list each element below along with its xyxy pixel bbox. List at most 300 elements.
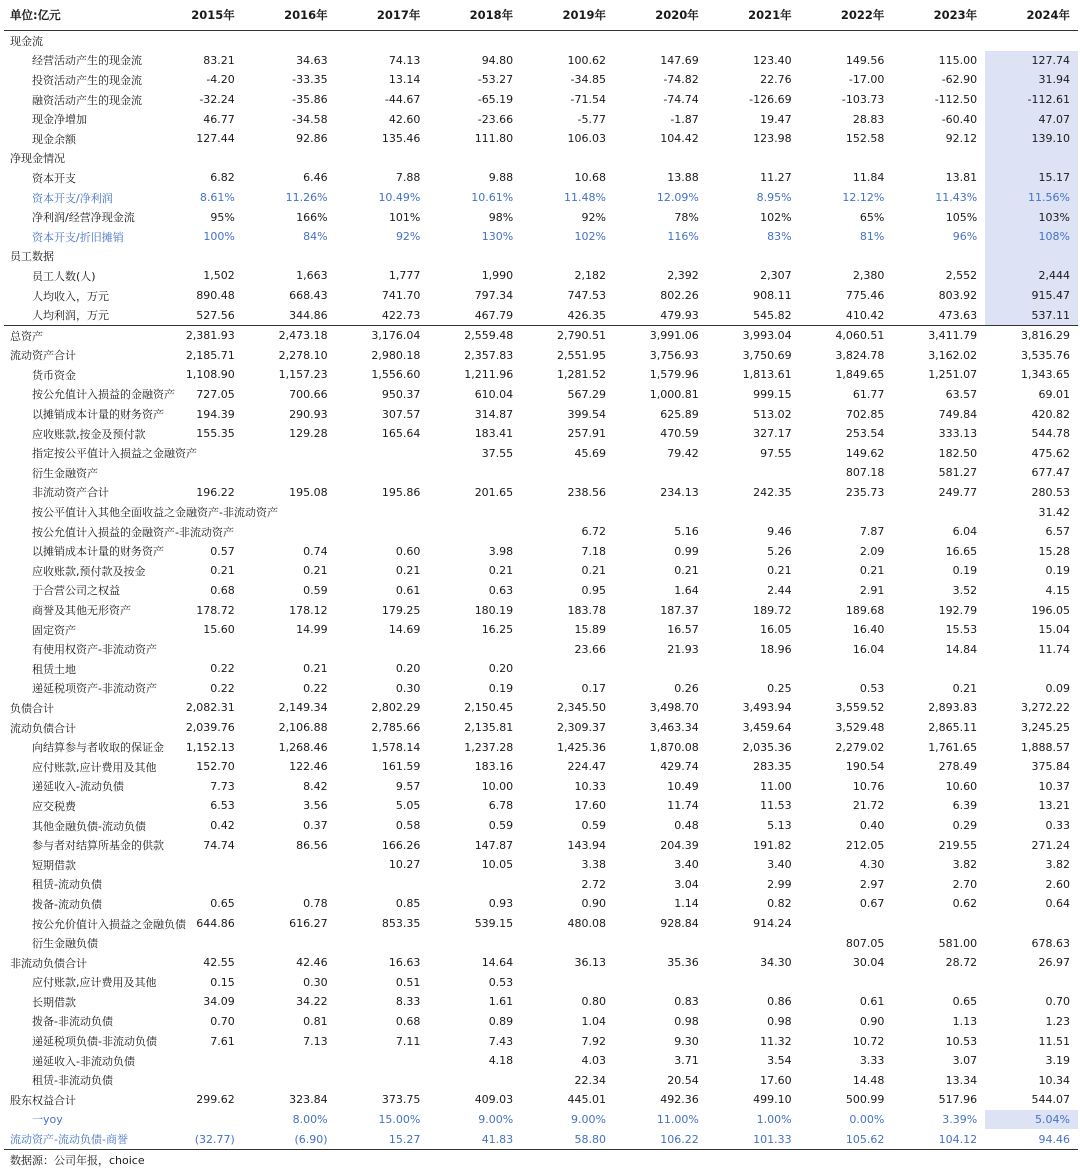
value-cell: 94.46 (985, 1129, 1078, 1149)
value-cell: 242.35 (753, 485, 792, 499)
table-row (4, 1012, 1078, 1032)
value-cell: -17.00 (848, 73, 885, 87)
value-cell: 16.57 (667, 623, 699, 637)
value-cell: 1.13 (952, 1014, 978, 1028)
value-cell: 1,813.61 (742, 368, 792, 382)
value-cell: 15.60 (203, 623, 235, 637)
value-cell: 1,425.36 (557, 740, 606, 754)
value-cell: 116% (667, 230, 699, 244)
value-cell: 0.17 (581, 681, 606, 695)
row-label: 递延收入-流动负债 (32, 780, 124, 794)
table-row (4, 1070, 1078, 1090)
value-cell: -32.24 (199, 93, 235, 107)
value-cell: 0.42 (210, 819, 235, 833)
value-cell: 3,991.06 (614, 325, 707, 345)
value-cell: 517.96 (938, 1093, 978, 1107)
value-cell: 467.79 (474, 308, 514, 322)
value-cell (707, 247, 800, 267)
value-cell: 0.20 (488, 662, 514, 676)
value-cell: 0.19 (1045, 564, 1070, 578)
value-cell: 0.22 (303, 681, 328, 695)
unit-label: 单位:亿元 (4, 0, 150, 31)
value-cell: 410.42 (845, 308, 885, 322)
value-cell (985, 149, 1078, 169)
value-cell: -53.27 (477, 73, 514, 87)
value-cell: 2,980.18 (371, 348, 421, 362)
value-cell: 2,345.50 (557, 701, 606, 715)
value-cell: 2.70 (952, 877, 978, 891)
value-cell: 37.55 (481, 446, 514, 460)
value-cell: 2,802.29 (371, 701, 421, 715)
value-cell: -23.66 (477, 112, 514, 126)
value-cell: 0.37 (303, 819, 328, 833)
row-label: 其他金融负债-流动负债 (32, 819, 146, 833)
value-cell: 195.86 (381, 485, 421, 499)
value-cell (336, 247, 429, 267)
value-cell: 8.95% (756, 191, 792, 205)
row-label: 应付账款,应计费用及其他 (32, 760, 157, 774)
row-label: 现金流 (10, 34, 43, 48)
value-cell: 7.43 (488, 1034, 514, 1048)
value-cell: -71.54 (570, 93, 606, 107)
value-cell: 2,279.02 (835, 740, 885, 754)
value-cell: 2,552 (945, 269, 978, 283)
value-cell: 0.25 (767, 681, 792, 695)
value-cell: 7.73 (210, 779, 235, 793)
table-row (4, 502, 1078, 522)
value-cell: 3.82 (1045, 858, 1070, 872)
value-cell: 3,493.94 (742, 701, 792, 715)
row-label-cell (4, 31, 150, 51)
row-label-cell (4, 149, 150, 169)
value-cell: 201.65 (474, 485, 514, 499)
value-cell: 105.62 (800, 1129, 893, 1149)
value-cell: 3,463.34 (649, 721, 699, 735)
value-cell: -34.85 (570, 73, 606, 87)
value-cell: 2,551.95 (557, 348, 606, 362)
table-row (4, 679, 1078, 699)
row-label-cell (4, 933, 150, 953)
value-cell: 224.47 (567, 760, 606, 774)
row-label-cell (4, 109, 150, 129)
row-label: 总资产 (10, 329, 43, 343)
value-cell: 4.18 (488, 1054, 514, 1068)
value-cell: 4.03 (581, 1054, 606, 1068)
row-label: 一yoy (32, 1113, 63, 1127)
row-label: 非流动负债合计 (10, 956, 87, 970)
value-cell: 3,559.52 (835, 701, 885, 715)
value-cell: 3.07 (952, 1054, 978, 1068)
value-cell (150, 31, 243, 51)
row-label: 向结算参与者收取的保证金 (32, 741, 164, 755)
value-cell (150, 149, 243, 169)
value-cell: 10.49 (667, 779, 699, 793)
value-cell (614, 933, 707, 953)
value-cell (336, 31, 429, 51)
value-cell: 5.26 (767, 544, 792, 558)
row-label-cell (4, 1129, 150, 1149)
value-cell: 2.60 (1045, 877, 1070, 891)
value-cell: 7.92 (581, 1034, 606, 1048)
value-cell: 26.97 (1038, 956, 1070, 970)
value-cell (892, 659, 985, 679)
value-cell: 1.00% (756, 1112, 792, 1126)
value-cell: 8.61% (199, 191, 235, 205)
row-label: 递延税项资产-非流动资产 (32, 682, 157, 696)
value-cell (428, 933, 521, 953)
value-cell (336, 933, 429, 953)
value-cell: 0.21 (674, 564, 699, 578)
value-cell: 3.04 (674, 877, 699, 891)
row-label-cell (4, 855, 150, 875)
value-cell: 3,498.70 (649, 701, 699, 715)
table-row (4, 305, 1078, 325)
value-cell: 149.62 (845, 446, 885, 460)
value-cell: 3,411.79 (892, 325, 985, 345)
value-cell: 445.01 (567, 1093, 606, 1107)
value-cell: 0.30 (395, 681, 421, 695)
value-cell: 12.09% (656, 191, 699, 205)
value-cell: 1,849.65 (835, 368, 885, 382)
value-cell: 42.55 (203, 956, 235, 970)
table-row (4, 1090, 1078, 1110)
row-label-cell (4, 620, 150, 640)
value-cell: 34.09 (203, 995, 235, 1009)
value-cell: 2,150.45 (464, 701, 514, 715)
value-cell: 610.04 (474, 387, 514, 401)
value-cell (985, 659, 1078, 679)
value-cell: 11.00% (656, 1112, 699, 1126)
value-cell: 915.47 (985, 286, 1078, 306)
value-cell: 45.69 (574, 446, 606, 460)
financial-summary-table (4, 0, 1078, 1150)
value-cell: 161.59 (381, 760, 421, 774)
table-row (4, 1031, 1078, 1051)
value-cell: 147.87 (474, 838, 514, 852)
value-cell: 0.00% (849, 1112, 885, 1126)
table-row (4, 51, 1078, 71)
table-row (4, 796, 1078, 816)
value-cell: 1,777 (388, 269, 421, 283)
value-cell: 3.39% (942, 1112, 978, 1126)
value-cell: 165.64 (381, 427, 421, 441)
value-cell: 7.87 (859, 525, 885, 539)
value-cell: 0.21 (859, 564, 885, 578)
row-label-cell (4, 70, 150, 90)
row-label: 负债合计 (10, 701, 54, 715)
table-row (4, 365, 1078, 385)
value-cell: 7.11 (395, 1034, 421, 1048)
value-cell: 480.08 (567, 917, 606, 931)
row-label-cell (4, 777, 150, 797)
value-cell: 545.82 (753, 308, 792, 322)
value-cell: 500.99 (845, 1093, 885, 1107)
value-cell: 84% (303, 230, 328, 244)
value-cell: 6.72 (581, 525, 606, 539)
value-cell: 10.60 (945, 779, 978, 793)
row-label: 租赁土地 (32, 662, 76, 676)
value-cell: 2.09 (859, 544, 885, 558)
value-cell: 11.74 (1038, 642, 1070, 656)
value-cell: 1,578.14 (371, 740, 421, 754)
value-cell (614, 247, 707, 267)
value-cell: 2.72 (581, 877, 606, 891)
value-cell: 290.93 (289, 407, 328, 421)
value-cell: 106.22 (614, 1129, 707, 1149)
value-cell: 0.59 (488, 819, 514, 833)
value-cell: 2.97 (859, 877, 885, 891)
row-label: 员工人数(人) (32, 269, 96, 283)
value-cell: 1,152.13 (185, 740, 235, 754)
value-cell: 41.83 (428, 1129, 521, 1149)
value-cell (243, 463, 336, 483)
table-row (4, 168, 1078, 188)
value-cell: 0.21 (488, 564, 514, 578)
value-cell: 2,106.88 (278, 721, 328, 735)
value-cell: 13.34 (945, 1073, 978, 1087)
value-cell: 42.60 (388, 112, 421, 126)
header-row (4, 0, 1078, 31)
value-cell: 581.27 (938, 466, 978, 480)
value-cell: 1,870.08 (649, 740, 699, 754)
value-cell: 3.98 (488, 544, 514, 558)
row-label: 净利润/经营净现金流 (32, 211, 135, 225)
row-label: 投资活动产生的现金流 (32, 73, 142, 87)
value-cell: 0.61 (859, 995, 885, 1009)
value-cell: 2,082.31 (185, 701, 235, 715)
value-cell (521, 933, 614, 953)
row-label-cell (4, 90, 150, 110)
value-cell (336, 875, 429, 895)
value-cell: 34.22 (296, 995, 328, 1009)
value-cell: 0.82 (767, 897, 792, 911)
value-cell: 16.63 (388, 956, 421, 970)
value-cell (892, 973, 985, 993)
table-row (4, 149, 1078, 169)
value-cell: 278.49 (938, 760, 978, 774)
value-cell: 15.28 (1038, 544, 1070, 558)
value-cell: 928.84 (660, 917, 699, 931)
value-cell: 22.76 (760, 73, 792, 87)
value-cell: 122.46 (289, 760, 328, 774)
year-header: 2020年 (614, 0, 707, 31)
value-cell: 807.18 (845, 466, 885, 480)
value-cell: 544.78 (1031, 427, 1070, 441)
row-label-cell (4, 581, 150, 601)
value-cell: 106.03 (567, 132, 606, 146)
value-cell: 3,756.93 (649, 348, 699, 362)
value-cell: 78% (674, 210, 699, 224)
value-cell: 204.39 (660, 838, 699, 852)
value-cell: 10.37 (1038, 779, 1070, 793)
row-label-cell (4, 247, 150, 267)
row-label: 人均收入，万元 (32, 289, 109, 303)
row-label: 按公允价值计入损益之金融负债 (32, 917, 186, 931)
row-label: 人均利润，万元 (32, 309, 109, 323)
value-cell: 1,888.57 (1021, 740, 1070, 754)
value-cell: 2,380 (852, 269, 885, 283)
value-cell: 3.40 (674, 858, 699, 872)
table-row (4, 933, 1078, 953)
row-label-cell (4, 443, 197, 463)
value-cell (614, 659, 707, 679)
table-row (4, 914, 1078, 934)
value-cell: 179.25 (381, 603, 421, 617)
value-cell: 180.19 (474, 603, 514, 617)
value-cell: -65.19 (477, 93, 514, 107)
value-cell: 2.91 (859, 583, 885, 597)
table-row (4, 325, 1078, 345)
value-cell: 100% (203, 230, 235, 244)
value-cell: 86.56 (296, 838, 328, 852)
value-cell: 3,535.76 (1021, 348, 1070, 362)
value-cell: 492.36 (660, 1093, 699, 1107)
value-cell: 249.77 (938, 485, 978, 499)
table-row (4, 443, 1078, 463)
value-cell: 16.65 (945, 544, 978, 558)
value-cell: 0.51 (395, 975, 421, 989)
value-cell (707, 502, 800, 522)
value-cell: 3.82 (952, 858, 978, 872)
value-cell: 314.87 (474, 407, 514, 421)
value-cell: 0.19 (488, 681, 514, 695)
row-label-cell (4, 659, 150, 679)
value-cell: 123.98 (753, 132, 792, 146)
value-cell: 189.72 (753, 603, 792, 617)
value-cell: 83% (767, 230, 792, 244)
value-cell: 1,108.90 (185, 368, 235, 382)
row-label: 员工数据 (10, 250, 54, 264)
value-cell: 0.70 (210, 1014, 235, 1028)
value-cell: 0.86 (767, 995, 792, 1009)
value-cell (150, 247, 243, 267)
row-label-cell (4, 404, 164, 424)
value-cell: 2,135.81 (464, 721, 514, 735)
row-label-cell (4, 1110, 150, 1130)
value-cell: 2,893.83 (928, 701, 978, 715)
value-cell (614, 31, 707, 51)
value-cell: 409.03 (474, 1093, 514, 1107)
value-cell (243, 639, 336, 659)
value-cell: 537.11 (985, 305, 1078, 325)
value-cell: 513.02 (753, 407, 792, 421)
row-label-cell (4, 718, 150, 738)
value-cell: 0.21 (767, 564, 792, 578)
value-cell: 102% (574, 230, 606, 244)
table-row (4, 620, 1078, 640)
year-header: 2015年 (150, 0, 243, 31)
value-cell: 36.13 (574, 956, 606, 970)
row-label-cell (4, 992, 150, 1012)
value-cell: 74.74 (203, 838, 235, 852)
value-cell: 0.61 (395, 583, 421, 597)
value-cell: 0.98 (767, 1014, 792, 1028)
value-cell: 3.38 (581, 858, 606, 872)
row-label: 流动资产-流动负债-商誉 (10, 1133, 128, 1147)
value-cell: 14.69 (388, 623, 421, 637)
value-cell (521, 659, 614, 679)
value-cell: 10.00 (481, 779, 514, 793)
value-cell (150, 1110, 243, 1130)
value-cell: 7.61 (210, 1034, 235, 1048)
row-label-cell (4, 679, 157, 699)
value-cell: 105% (945, 210, 978, 224)
value-cell: 775.46 (845, 289, 885, 303)
value-cell: 16.04 (852, 642, 885, 656)
value-cell (336, 149, 429, 169)
value-cell: 115.00 (938, 53, 978, 67)
value-cell: 17.60 (574, 799, 606, 813)
table-row (4, 561, 1078, 581)
row-label-cell (4, 639, 157, 659)
row-label-cell (4, 385, 175, 405)
table-row (4, 70, 1078, 90)
row-label-cell (4, 561, 150, 581)
value-cell (614, 502, 707, 522)
value-cell: 1,251.07 (928, 368, 978, 382)
value-cell: 0.33 (1045, 819, 1070, 833)
value-cell: 0.22 (210, 662, 235, 676)
value-cell: 0.15 (210, 975, 235, 989)
row-label-cell (4, 51, 150, 71)
value-cell: 2,149.34 (278, 701, 328, 715)
table-row (4, 600, 1078, 620)
value-cell: 103% (985, 207, 1078, 227)
value-cell: 0.98 (674, 1014, 699, 1028)
value-cell: 74.13 (388, 53, 421, 67)
value-cell: 2,035.36 (742, 740, 792, 754)
value-cell (985, 973, 1078, 993)
value-cell: 10.49% (378, 191, 421, 205)
value-cell: 0.30 (303, 975, 328, 989)
value-cell: 420.82 (1031, 407, 1070, 421)
value-cell: 149.56 (845, 53, 885, 67)
value-cell: 7.88 (395, 171, 421, 185)
row-label: 有使用权资产-非流动资产 (32, 643, 157, 657)
value-cell: 1,579.96 (649, 368, 699, 382)
value-cell (243, 31, 336, 51)
row-label-cell (4, 816, 150, 836)
row-label-cell (4, 286, 150, 306)
value-cell: -62.90 (941, 73, 978, 87)
value-cell: 9.57 (395, 779, 421, 793)
value-cell (336, 463, 429, 483)
value-cell (707, 463, 800, 483)
value-cell: 4.30 (859, 858, 885, 872)
value-cell: 11.32 (760, 1034, 792, 1048)
value-cell: 3,459.64 (742, 721, 792, 735)
row-label-cell (4, 875, 150, 895)
value-cell: 0.65 (210, 897, 235, 911)
value-cell: 8.33 (395, 995, 421, 1009)
value-cell: 616.27 (289, 917, 328, 931)
table-row (4, 463, 1078, 483)
value-cell: 668.43 (289, 289, 328, 303)
value-cell: 92.12 (945, 132, 978, 146)
row-label-cell (4, 698, 150, 718)
row-label-cell (4, 463, 150, 483)
value-cell: 644.86 (196, 917, 235, 931)
value-cell: 189.68 (845, 603, 885, 617)
value-cell (336, 1070, 429, 1090)
row-label: 长期借款 (32, 995, 76, 1009)
value-cell: -126.69 (749, 93, 792, 107)
value-cell (428, 463, 521, 483)
value-cell: 2,307 (760, 269, 792, 283)
value-cell: 147.69 (660, 53, 699, 67)
value-cell (336, 522, 429, 542)
value-cell: 0.19 (952, 564, 978, 578)
